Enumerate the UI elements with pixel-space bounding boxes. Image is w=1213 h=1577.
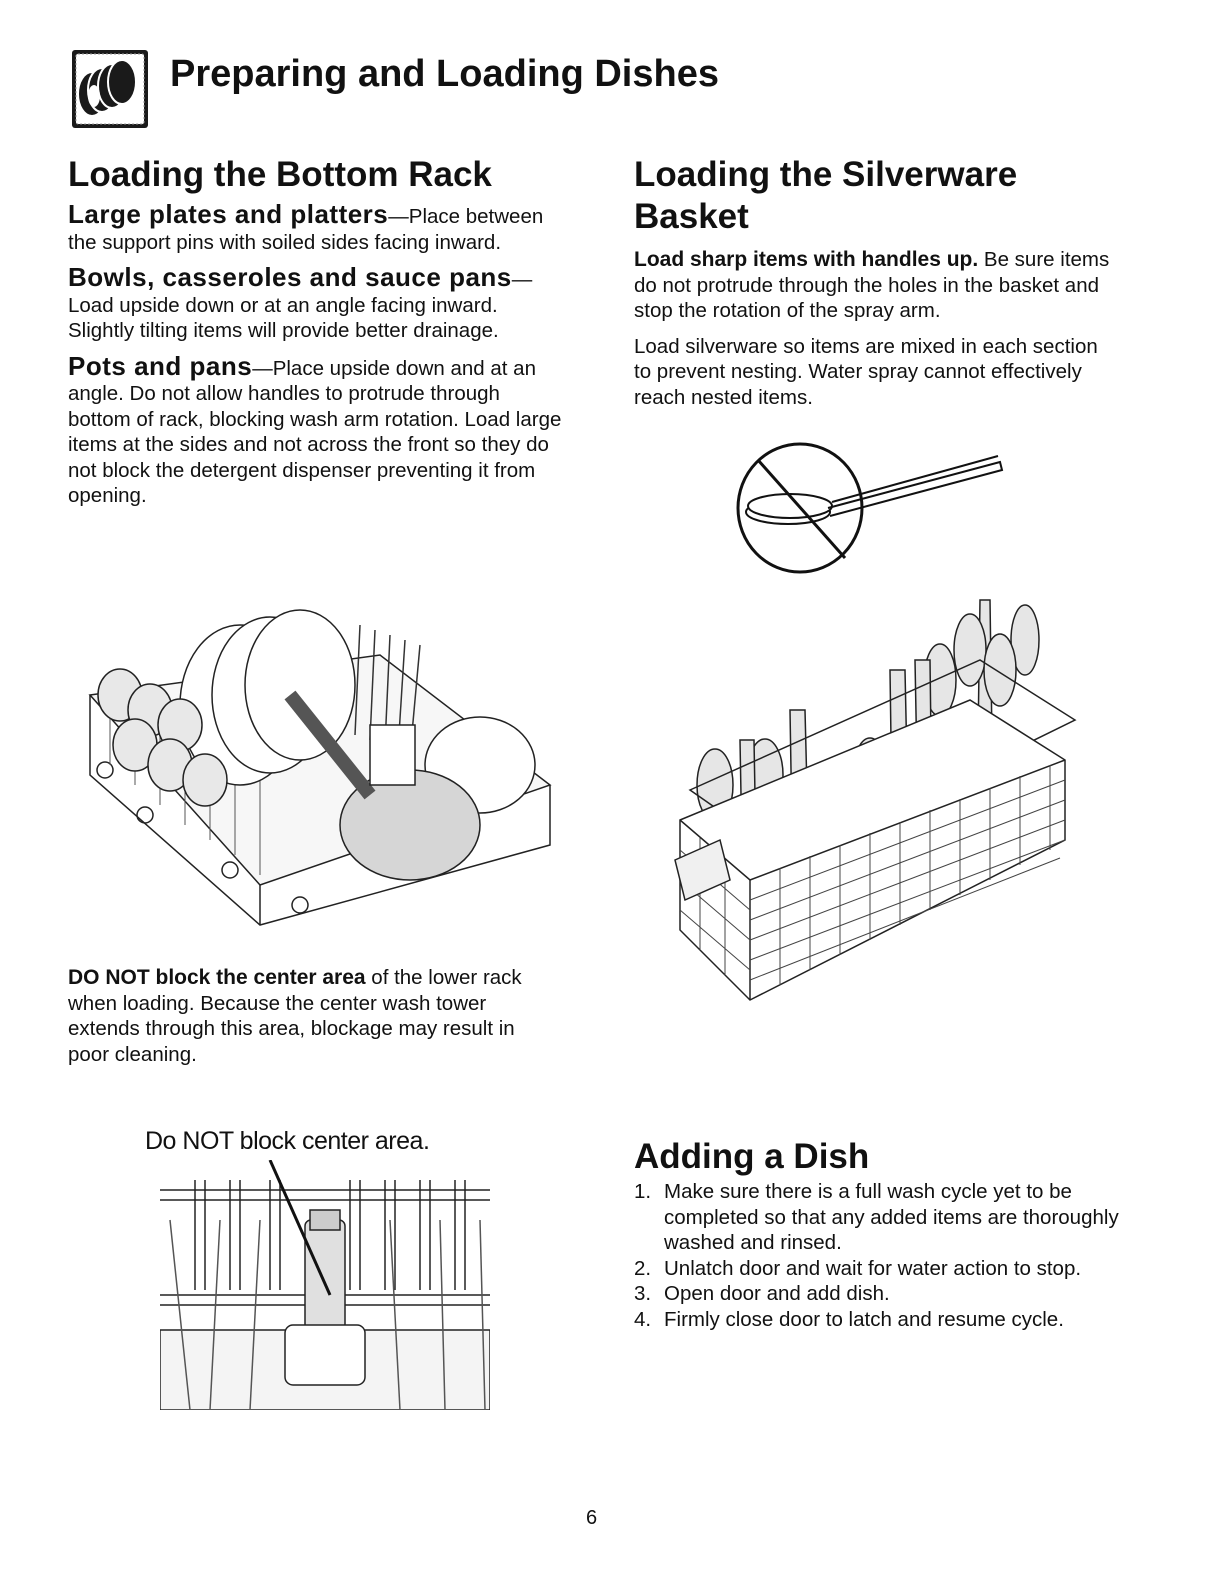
pots-paragraph: [68, 350, 568, 509]
step-item: [634, 1307, 1124, 1333]
bowls-text: — Load upside down or at an angle facing inward. Slightly tilting items will provide better drainage.: [68, 268, 533, 342]
silverware-paragraph-2: Load silverware so items are mixed in each section to prevent nesting. Water spray cannot effectively reach nested items.: [634, 334, 1098, 409]
dish-stack-icon: [70, 48, 150, 130]
step-item: [634, 1281, 1124, 1307]
center-warning-lead: DO NOT block the center area: [68, 966, 366, 989]
bowls-lead: Bowls, casseroles and sauce pans: [68, 262, 512, 292]
step-text: Firmly close door to latch and resume cycle.: [664, 1307, 1064, 1331]
step-text: Unlatch door and wait for water action to stop.: [664, 1256, 1082, 1280]
plates-lead: Large plates and platters: [68, 199, 389, 229]
step-text: Make sure there is a full wash cycle yet to be completed so that any added items are thoroughly washed and rinsed.: [664, 1180, 1119, 1254]
section-title-adding-dish: Adding a Dish: [634, 1137, 870, 1176]
step-item: [634, 1179, 1124, 1256]
center-warning: [68, 965, 538, 1067]
step-number: 4.: [634, 1307, 652, 1331]
silverware-paragraph-1: [634, 247, 1114, 324]
section-title-silverware: Loading the Silverware Basket: [634, 155, 1018, 236]
plates-paragraph: [68, 199, 568, 255]
silverware-lead: Load sharp items with handles up.: [634, 248, 979, 271]
section-title-bottom-rack: Loading the Bottom Rack: [68, 155, 492, 194]
silverware-instructions: [634, 247, 1114, 420]
bottom-rack-illustration: [80, 585, 560, 945]
step-text: Open door and add dish.: [664, 1282, 890, 1305]
plates-text: —Place between the support pins with soiled sides facing inward.: [68, 205, 544, 254]
center-area-caption: Do NOT block center area.: [145, 1127, 430, 1155]
page-title: Preparing and Loading Dishes: [170, 53, 719, 95]
step-number: 2.: [634, 1256, 652, 1280]
step-number: 3.: [634, 1282, 652, 1305]
step-item: [634, 1256, 1124, 1282]
silverware-text: Be sure items do not protrude through the holes in the basket and stop the rotation of the spray arm.: [634, 248, 1110, 322]
center-warning-text: of the lower rack when loading. Because the center wash tower extends through this area, blockage may result in poor cleaning.: [68, 966, 522, 1066]
bowls-paragraph: [68, 262, 568, 344]
page-number: 6: [586, 1507, 598, 1529]
pots-text: —Place upside down and at an angle. Do not allow handles to protrude through bottom of rack, blocking wash arm rotation. Load large items at the sides and not across the front so they do not block the detergent dispenser preventing it from opening.: [68, 356, 562, 507]
step-number: 1.: [634, 1180, 652, 1203]
bottom-rack-instructions: [68, 199, 568, 519]
pots-lead: Pots and pans: [68, 350, 253, 381]
silverware-basket-illustration: [670, 590, 1080, 1010]
adding-dish-steps: [634, 1179, 1124, 1332]
no-nesting-icon: [720, 440, 1020, 580]
center-area-illustration: [160, 1160, 490, 1410]
